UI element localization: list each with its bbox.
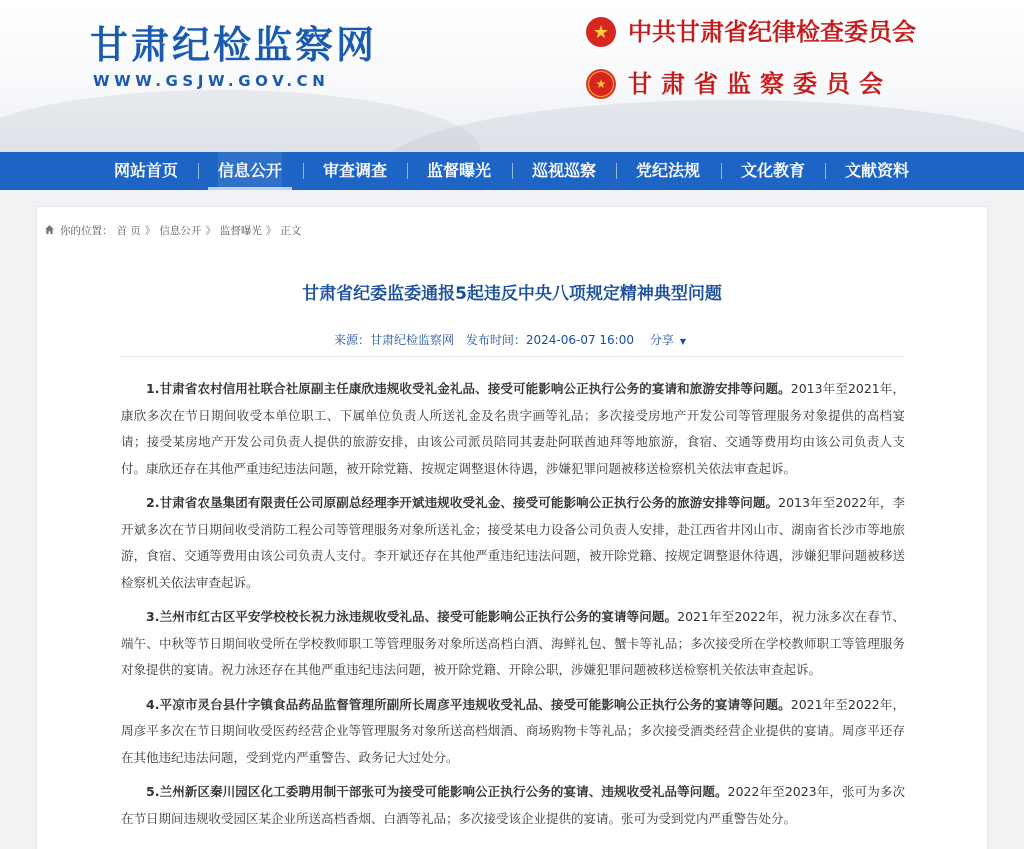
- site-header: [0, 0, 1024, 152]
- nav-item-home[interactable]: 网站首页: [114, 161, 179, 180]
- article-title: 甘肃省纪委监委通报5起违反中央八项规定精神典型问题: [302, 284, 722, 304]
- nav-item-review[interactable]: 审查调查: [323, 161, 388, 180]
- house-icon[interactable]: [45, 225, 54, 237]
- article-meta: [37, 331, 987, 348]
- breadcrumb-separator: 》: [144, 225, 156, 237]
- article-source: 来源：甘肃纪检监察网: [334, 333, 455, 347]
- article-paragraph: [121, 692, 905, 772]
- main-nav: [0, 152, 1024, 190]
- paragraph-heading: 4.平凉市灵台县什字镇食品药品监督管理所副所长周彦平违规收受礼品、接受可能影响公正执行公务的宴请等问题。: [146, 696, 791, 712]
- nav-separator: [512, 163, 513, 179]
- paragraph-heading: 2.甘肃省农垦集团有限责任公司原副总经理李开斌违规收受礼金、接受可能影响公正执行公务的旅游安排等问题。: [146, 495, 779, 510]
- nav-separator: [407, 163, 408, 179]
- nav-item-documents[interactable]: 文献资料: [845, 161, 910, 180]
- paragraph-text: 2021年至2022年，祝力泳多次在春节、端午、中秋等节日期间收受所在学校教师职工等管理服务对象所送高档白酒、海鲜礼包、蟹卡等礼品；多次接受所在学校教师职工等管理服务对象提供的宴请。祝力泳还存在其他严重违纪违法问题，被开除党籍、开除公职，涉嫌犯罪问题被移送检察机关依法审查起诉。: [121, 609, 905, 677]
- header-decoration: [380, 100, 1024, 152]
- national-emblem-icon: ★: [586, 69, 616, 99]
- breadcrumb-link-home[interactable]: 首 页: [116, 225, 141, 237]
- paragraph-text: 2013年至2022年，李开斌多次在节日期间收受消防工程公司等管理服务对象所送礼金；接受某电力设备公司负责人安排，赴江西省井冈山市、湖南省长沙市等地旅游，食宿、交通等费用由该公司负责人支付。李开斌还存在其他严重违纪违法问题，被开除党籍、按规定调整退休待遇，涉嫌犯罪问题被移送检察机关依法审查起诉。: [121, 495, 906, 590]
- site-logo[interactable]: [90, 22, 377, 90]
- org-commission: [586, 14, 916, 50]
- breadcrumb-current: 正文: [280, 225, 302, 237]
- article-paragraph: [121, 604, 905, 684]
- site-url-text: WWW.GSJW.GOV.CN: [93, 72, 330, 90]
- article-paragraph: [121, 490, 905, 596]
- nav-separator: [198, 163, 199, 179]
- share-button[interactable]: [646, 333, 690, 347]
- nav-item-exposure[interactable]: 监督曝光: [427, 161, 492, 180]
- breadcrumb: [45, 223, 305, 238]
- breadcrumb-separator: 》: [265, 225, 277, 237]
- article-body: [121, 376, 905, 840]
- nav-separator: [825, 163, 826, 179]
- article-panel: [36, 206, 988, 849]
- nav-item-inspection[interactable]: 巡视巡察: [532, 161, 597, 180]
- share-label[interactable]: 分享: [649, 333, 674, 347]
- divider: [121, 356, 905, 357]
- breadcrumb-prefix: 你的位置：: [60, 225, 113, 237]
- org-supervision: [586, 66, 892, 102]
- breadcrumb-link-info[interactable]: 信息公开: [159, 225, 202, 237]
- article-paragraph: [121, 376, 905, 482]
- paragraph-heading: 3.兰州市红古区平安学校校长祝力泳违规收受礼品、接受可能影响公正执行公务的宴请等问题。: [146, 609, 678, 624]
- breadcrumb-link-exposure[interactable]: 监督曝光: [219, 225, 262, 237]
- breadcrumb-separator: 》: [205, 225, 216, 237]
- paragraph-heading: 1.甘肃省农村信用社联合社原副主任康欣违规收受礼金礼品、接受可能影响公正执行公务的宴请和旅游安排等问题。: [146, 381, 791, 396]
- org-supervision-name: 甘肃省监察委员会: [628, 70, 892, 98]
- paragraph-heading: 5.兰州新区秦川园区化工委聘用制干部张可为接受可能影响公正执行公务的宴请、违规收受礼品等问题。: [146, 784, 728, 799]
- article-paragraph: [121, 779, 905, 832]
- nav-item-regulations[interactable]: 党纪法规: [636, 161, 701, 180]
- nav-separator: [303, 163, 304, 179]
- paragraph-text: 2022年至2023年，张可为多次在节日期间违规收受园区某企业所送高档香烟、白酒等礼品；多次接受该企业提供的宴请。张可为受到党内严重警告处分。: [121, 784, 906, 826]
- caret-down-icon[interactable]: ▼: [679, 337, 686, 346]
- party-emblem-icon: ★: [586, 17, 616, 47]
- org-commission-name: 中共甘肃省纪律检查委员会: [628, 18, 916, 46]
- paragraph-text: 2013年至2021年，康欣多次在节日期间收受本单位职工、下属单位负责人所送礼金及名贵字画等礼品；多次接受房地产开发公司等管理服务对象提供的高档宴请；接受某房地产开发公司负责人提供的旅游安排，由该公司派员陪同其妻赴阿联酋迪拜等地旅游，食宿、交通等费用均由该公司负责人支付。康欣还存在其他严重违纪违法问题，被开除党籍、按规定调整退休待遇，涉嫌犯罪问题被移送检察机关依法审查起诉。: [121, 381, 906, 476]
- site-logo-text[interactable]: 甘肃纪检监察网: [90, 22, 378, 67]
- article-publish-time: 发布时间：2024-06-07 16:00: [465, 333, 634, 347]
- nav-item-culture[interactable]: 文化教育: [741, 161, 806, 180]
- nav-separator: [616, 163, 617, 179]
- nav-item-info[interactable]: 信息公开: [218, 152, 282, 190]
- paragraph-text: 2021年至2022年，周彦平多次在节日期间收受医药经营企业等管理服务对象所送高档烟酒、商场购物卡等礼品；多次接受酒类经营企业提供的宴请。周彦平还存在其他违纪违法问题，受到党内严重警告、政务记大过处分。: [121, 696, 906, 765]
- nav-separator: [721, 163, 722, 179]
